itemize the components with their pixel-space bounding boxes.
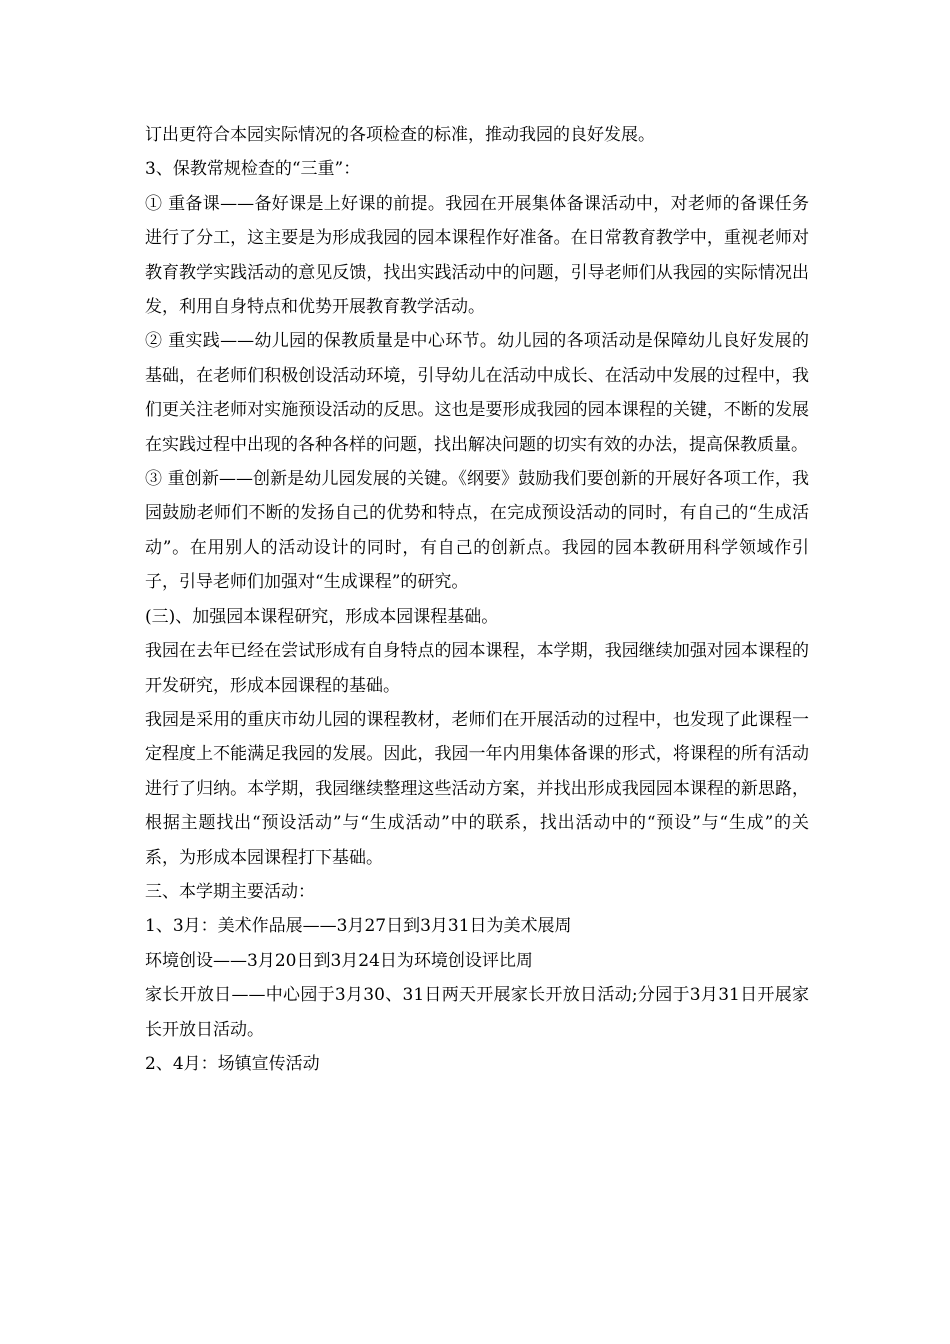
paragraph-lesson-preparation: ① 重备课——备好课是上好课的前提。我园在开展集体备课活动中，对老师的备课任务进行了分工，这主要是为形成我园的园本课程作好准备。在日常教育教学中，重视老师对教育教学实践活动的意见反馈，找出实践活动中的问题，引导老师们从我园的实际情况出发，利用自身特点和优势开展教育教学活动。 <box>145 193 809 318</box>
paragraph-curriculum-materials: 我园是采用的重庆市幼儿园的课程教材，老师们在开展活动的过程中，也发现了此课程一定程度上不能满足我园的发展。因此，我园一年内用集体备课的形式，将课程的所有活动进行了归纳。本学期，我园继续整理这些活动方案，并找出形成我园园本课程的新思路，根据主题找出“预设活动”与“生成活动”中的联系，找出活动中的“预设”与“生成”的关系，为形成本园课程打下基础。 <box>145 709 809 868</box>
paragraph-innovation: ③ 重创新——创新是幼儿园发展的关键。《纲要》鼓励我们要创新的开展好各项工作，我园鼓励老师们不断的发扬自己的优势和特点，在完成预设活动的同时，有自己的“生成活动”。在用别人的活动设计的同时，有自己的创新点。我园的园本教研用科学领域作引子，引导老师们加强对“生成课程”的研究。 <box>145 469 809 593</box>
document-body <box>145 118 809 1081</box>
activity-march-art-exhibition: 1、3月：美术作品展——3月27日到3月31日为美术展周 <box>145 916 572 937</box>
paragraph-practice: ② 重实践——幼儿园的保教质量是中心环节。幼儿园的各项活动是保障幼儿良好发展的基础，在老师们积极创设活动环境，引导幼儿在活动中成长、在活动中发展的过程中，我们更关注老师对实施预设活动的反思。这也是要形成我园的园本课程的关键，不断的发展在实践过程中出现的各种各样的问题，找出解决问题的切实有效的办法，提高保教质量。 <box>145 331 809 455</box>
activity-parent-open-day: 家长开放日——中心园于3月30、31日两天开展家长开放日活动;分园于3月31日开展家长开放日活动。 <box>145 985 809 1040</box>
paragraph-standards-conclusion: 订出更符合本园实际情况的各项检查的标准，推动我园的良好发展。 <box>145 125 655 145</box>
activity-april-promotion: 2、4月：场镇宣传活动 <box>145 1053 320 1074</box>
heading-curriculum-research: (三)、加强园本课程研究，形成本园课程基础。 <box>145 606 499 627</box>
heading-three-emphases: 3、保教常规检查的“三重”： <box>145 159 361 180</box>
activity-environment-creation: 环境创设——3月20日到3月24日为环境创设评比周 <box>145 950 533 971</box>
heading-main-activities: 三、本学期主要活动： <box>145 881 315 902</box>
paragraph-curriculum-basis: 我园在去年已经在尝试形成有自身特点的园本课程，本学期，我园继续加强对园本课程的开发研究，形成本园课程的基础。 <box>145 641 809 696</box>
